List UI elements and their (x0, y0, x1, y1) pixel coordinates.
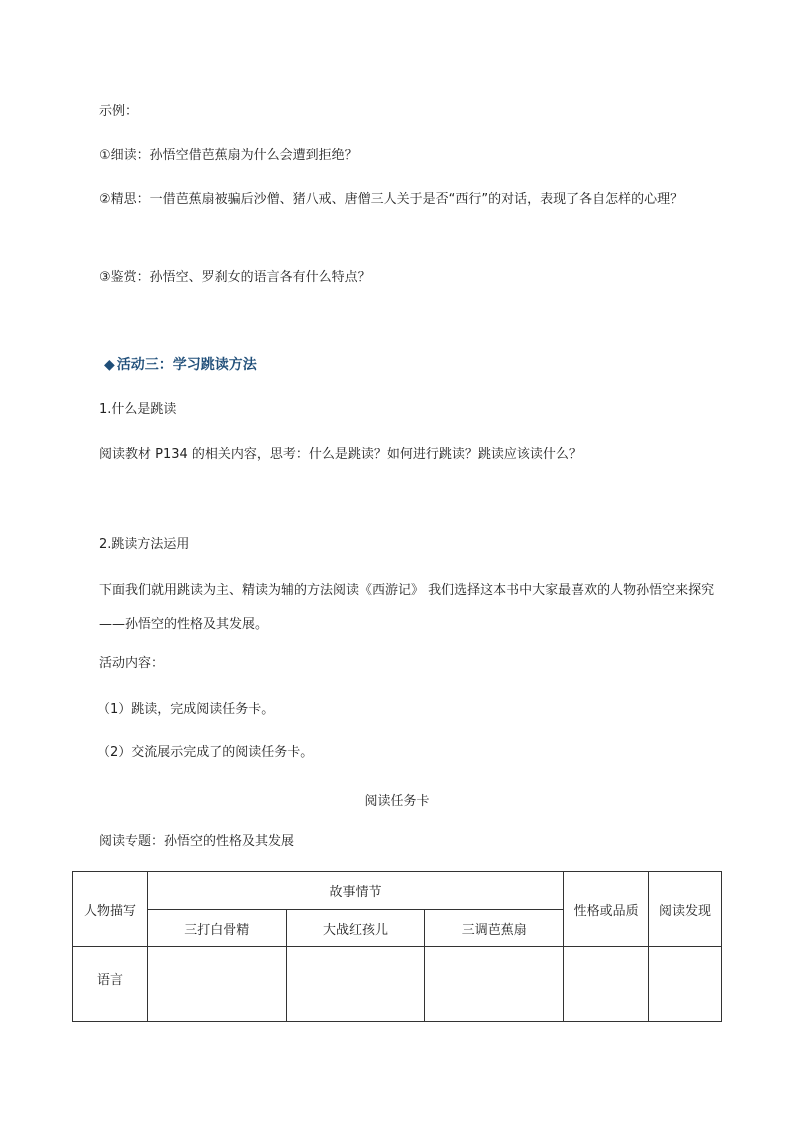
header-trait: 性格或品质 (564, 872, 649, 947)
header-plot-2: 大战红孩儿 (286, 910, 425, 947)
table-cell (147, 947, 286, 1022)
table-cell (564, 947, 649, 1022)
diamond-bullet-icon: ◆ (104, 357, 115, 373)
activity-content-label: 活动内容： (99, 656, 165, 671)
section-2-title: 2.跳读方法运用 (99, 537, 190, 552)
header-plot: 故事情节 (147, 872, 563, 910)
header-plot-3: 三调芭蕉扇 (425, 910, 564, 947)
header-plot-1: 三打白骨精 (147, 910, 286, 947)
example-question-2: ②精思：一借芭蕉扇被骗后沙僧、猪八戒、唐僧三人关于是否“西行”的对话，表现了各自怎样的心理？ (99, 192, 684, 207)
section-2-text: 下面我们就用跳读为主、精读为辅的方法阅读《西游记》 我们选择这本书中大家最喜欢的人物孙悟空来探究——孙悟空的性格及其发展。 (99, 583, 715, 632)
example-question-1: ①细读：孙悟空借芭蕉扇为什么会遭到拒绝？ (99, 148, 358, 163)
example-question-3: ③鉴赏：孙悟空、罗刹女的语言各有什么特点？ (99, 270, 371, 285)
table-cell (649, 947, 722, 1022)
example-label: 示例： (99, 104, 139, 119)
activity-heading (104, 355, 257, 375)
activity-heading-text: 活动三：学习跳读方法 (116, 357, 257, 373)
section-1-title: 1.什么是跳读 (99, 402, 177, 417)
reading-task-table (72, 871, 722, 1022)
section-1-text: 阅读教材 P134 的相关内容，思考：什么是跳读？如何进行跳读？跳读应该读什么？ (99, 447, 582, 462)
card-topic: 阅读专题：孙悟空的性格及其发展 (99, 834, 295, 849)
header-finding: 阅读发现 (649, 872, 722, 947)
activity-item-2: （2）交流展示完成了的阅读任务卡。 (97, 745, 314, 760)
table-cell (425, 947, 564, 1022)
card-title: 阅读任务卡 (364, 794, 430, 809)
row-label-language: 语言 (73, 947, 148, 1022)
header-character-description: 人物描写 (73, 872, 148, 947)
activity-item-1: （1）跳读，完成阅读任务卡。 (97, 702, 275, 717)
table-cell (286, 947, 425, 1022)
